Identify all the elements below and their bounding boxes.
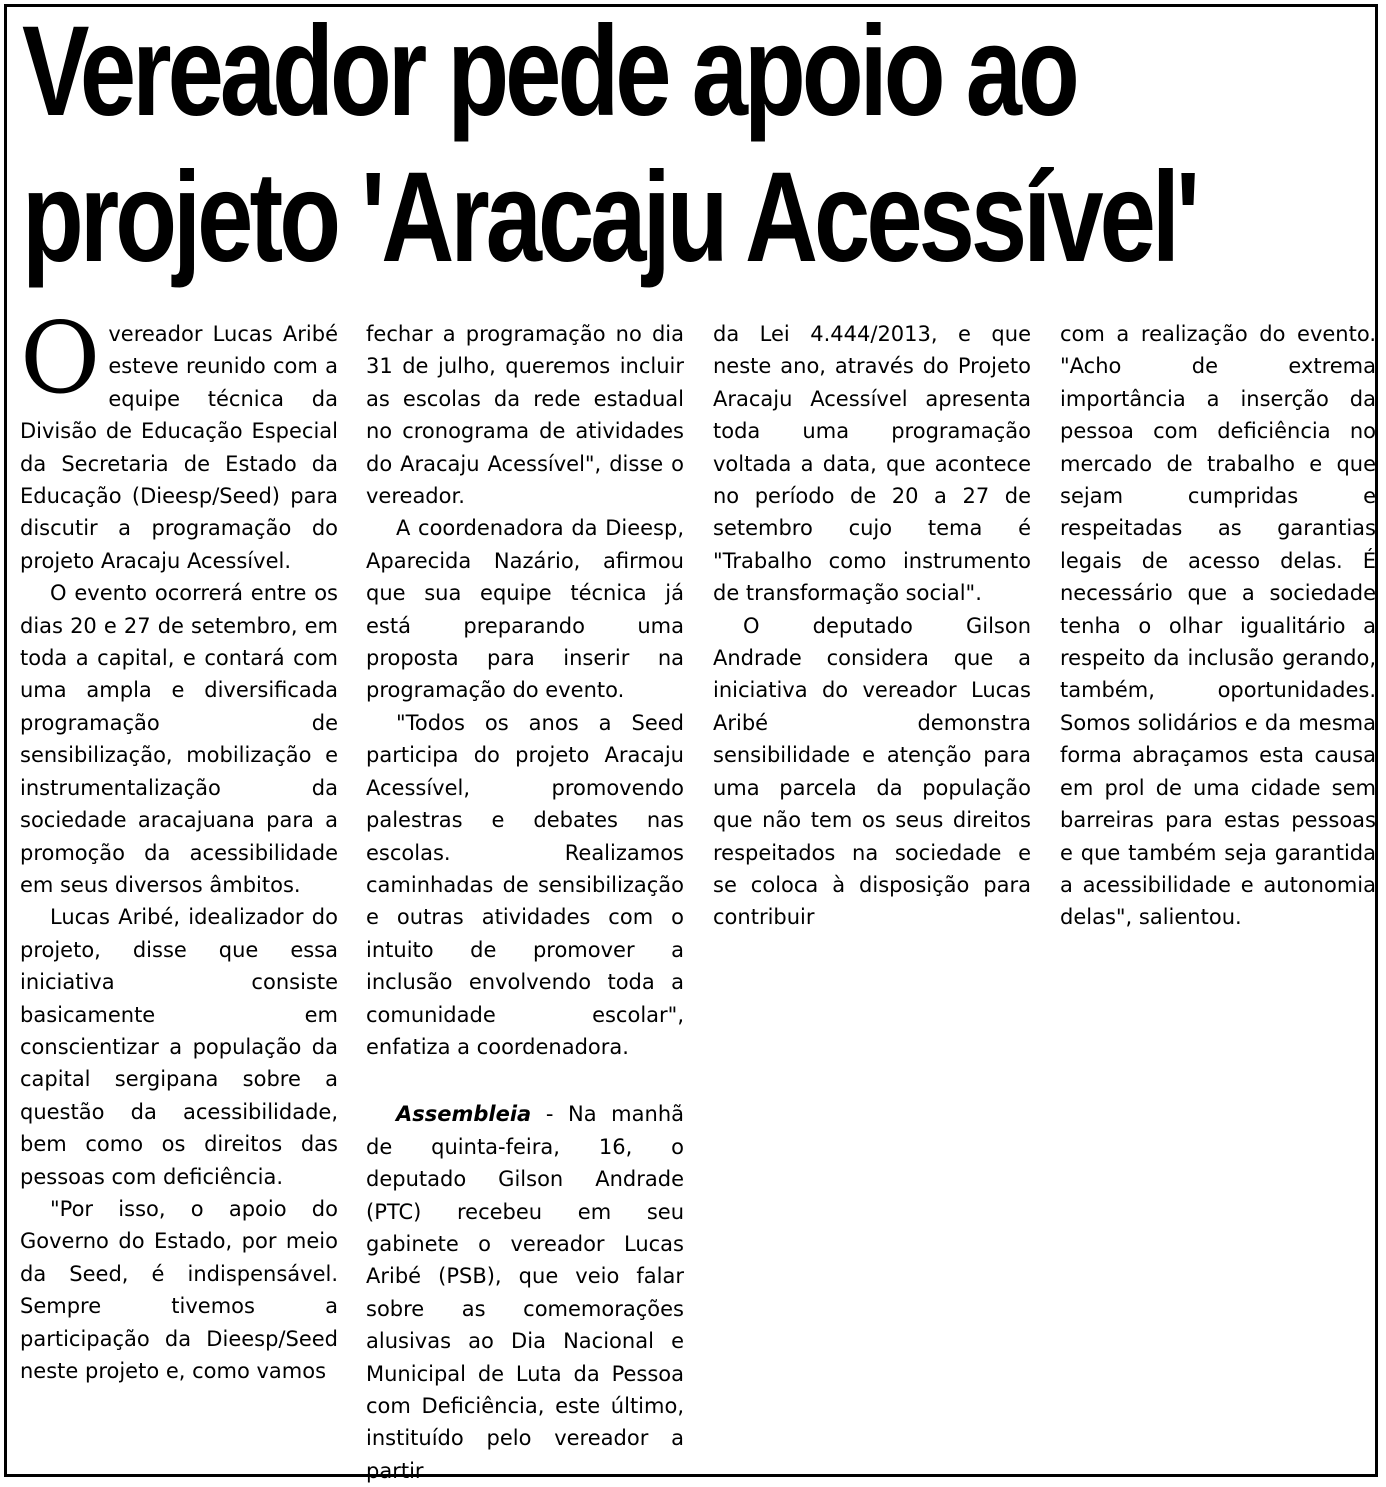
article-column-1 [20,302,338,1387]
headline-line-1: Vereador pede apoio ao [22,0,1076,143]
col1-paragraph-1 [20,302,338,577]
col4-paragraph-1: com a realização do evento. "Acho de extrema importância a inserção da pessoa com deficiência no mercado de trabalho e que sejam cumpridas e respeitadas as garantias legais de acesso delas. É necessário que a sociedade tenha o olhar igualitário a respeito da inclusão gerando, também, oportunidades. Somos solidários e da mesma forma abraçamos esta causa em prol de uma cidade sem barreiras para estas pessoas e que também seja garantida a acessibilidade e autonomia delas", salientou. [1060,322,1376,930]
col1-paragraph-4: "Por isso, o apoio do Governo do Estado, por meio da Seed, é indispensável. Sempre tivemos a participação da Dieesp/Seed neste projeto e, como vamos [20,1196,338,1383]
col1-paragraph-1-text: vereador Lucas Aribé esteve reunido com a equipe técnica da Divisão de Educação Especial da Secretaria de Estado da Educação (Dieesp/Seed) para discutir a programação do projeto Aracaju Acessível. [20,322,338,573]
col2-paragraph-4 [366,1098,684,1487]
subhead-assembleia: Assembleia [396,1102,532,1127]
col3-paragraph-1: da Lei 4.444/2013, e que neste ano, através do Projeto Aracaju Acessível apresenta toda uma programação voltada a data, que acontece no período de 20 a 27 de setembro cujo tema é "Trabalho como instrumento de transformação social". [713,322,1031,606]
col3-paragraph-2: O deputado Gilson Andrade considera que a iniciativa do vereador Lucas Aribé demonstra sensibilidade e atenção para uma parcela da população que não tem os seus direitos respeitados na sociedade e se coloca à disposição para contribuir [713,613,1031,930]
article-column-2 [366,318,684,1487]
article-column-3 [713,318,1031,934]
col1-paragraph-3: Lucas Aribé, idealizador do projeto, disse que essa iniciativa consiste basicamente em conscientizar a população da capital sergipana sobre a questão da acessibilidade, bem como os direitos das pessoas com deficiência. [20,905,338,1189]
headline-line-2: projeto 'Aracaju Acessível' [22,146,1197,289]
drop-cap: O [20,302,101,416]
col2-paragraph-3: "Todos os anos a Seed participa do projeto Aracaju Acessível, promovendo palestras e debates nas escolas. Realizamos caminhadas de sensibilização e outras atividades com o intuito de promover a inclusão envolvendo toda a comunidade escolar", enfatiza a coordenadora. [366,710,684,1059]
col2-paragraph-4-text: - Na manhã de quinta-feira, 16, o deputado Gilson Andrade (PTC) recebeu em seu gabinete o vereador Lucas Aribé (PSB), que veio falar sobre as comemorações alusivas ao Dia Nacional e Municipal de Luta da Pessoa com Deficiência, este último, instituído pelo vereador a partir [366,1102,684,1483]
article-column-4 [1060,318,1376,934]
col1-paragraph-2: O evento ocorrerá entre os dias 20 e 27 de setembro, em toda a capital, e contará com uma ampla e diversificada programação de sensibilização, mobilização e instrumentalização da sociedade aracajuana para a promoção da acessibilidade em seus diversos âmbitos. [20,581,338,897]
col2-paragraph-1: fechar a programação no dia 31 de julho, queremos incluir as escolas da rede estadual no cronograma de atividades do Aracaju Acessível", disse o vereador. [366,322,684,509]
col2-paragraph-2: A coordenadora da Dieesp, Aparecida Nazário, afirmou que sua equipe técnica já está preparando uma proposta para inserir na programação do evento. [366,516,684,703]
